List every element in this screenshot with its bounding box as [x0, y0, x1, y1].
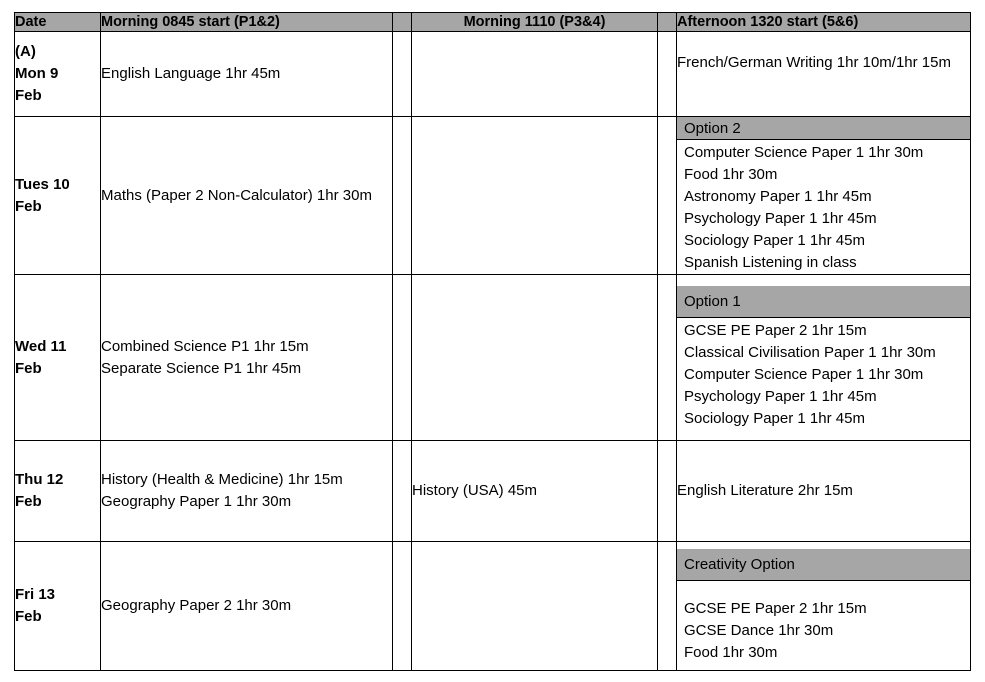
date-line: Tues 10: [15, 175, 70, 193]
timetable-row-tue: [15, 117, 971, 275]
spacer-cell: [393, 441, 412, 542]
exam-entry: Sociology Paper 1 1hr 45m: [684, 409, 865, 427]
exam-entry: Astronomy Paper 1 1hr 45m: [684, 188, 872, 205]
afternoon-cell: [677, 542, 971, 671]
exam-entry: GCSE PE Paper 2 1hr 15m: [684, 321, 867, 339]
exam-entry: Psychology Paper 1 1hr 45m: [684, 210, 877, 227]
exam-entry: Geography Paper 2 1hr 30m: [101, 597, 292, 614]
header-row: [15, 13, 971, 32]
spacer-cell: [658, 117, 677, 275]
exam-entry: English Literature 2hr 15m: [677, 482, 853, 499]
option-heading: Option 1: [677, 286, 970, 318]
date-line: Feb: [15, 493, 42, 510]
morning-1110-cell: [412, 117, 658, 275]
exam-entry: GCSE Dance 1hr 30m: [684, 621, 834, 639]
date-line: Thu 12: [15, 471, 64, 488]
morning-1110-cell: [412, 542, 658, 671]
exam-entry: Separate Science P1 1hr 45m: [101, 359, 302, 377]
header-spacer-2: [658, 13, 677, 32]
date-line: Feb: [15, 87, 42, 104]
morning-1110-cell: [412, 441, 658, 542]
morning-0845-cell: [101, 275, 393, 441]
timetable-row-mon: [15, 32, 971, 117]
date-line: Wed 11: [15, 337, 67, 355]
timetable-row-thu: [15, 441, 971, 542]
exam-timetable: [14, 12, 971, 671]
spacer-cell: [658, 441, 677, 542]
exam-entry: Food 1hr 30m: [684, 166, 778, 183]
spacer-cell: [658, 275, 677, 441]
exam-entry: Maths (Paper 2 Non-Calculator) 1hr 30m: [101, 186, 372, 204]
exam-entry: Food 1hr 30m: [684, 643, 778, 661]
date-line: Mon 9: [15, 65, 59, 82]
afternoon-cell: [677, 117, 971, 275]
date-line: Feb: [15, 197, 42, 215]
morning-1110-cell: [412, 32, 658, 117]
morning-1110-cell: [412, 275, 658, 441]
date-cell: [15, 542, 101, 671]
header-spacer-1: [393, 13, 412, 32]
exam-entry: History (Health & Medicine) 1hr 15m: [101, 471, 343, 488]
exam-entry: English Language 1hr 45m: [101, 65, 281, 82]
spacer-cell: [658, 32, 677, 117]
morning-0845-cell: [101, 117, 393, 275]
header-afternoon-1320: Afternoon 1320 start (5&6): [677, 13, 971, 32]
exam-entry: French/German Writing 1hr 10m/1hr 15m: [677, 54, 951, 71]
exam-entry: Computer Science Paper 1 1hr 30m: [684, 365, 924, 383]
exam-entry: Psychology Paper 1 1hr 45m: [684, 387, 877, 405]
morning-0845-cell: [101, 32, 393, 117]
spacer-cell: [658, 542, 677, 671]
header-date: Date: [15, 13, 101, 32]
option-exam-list: [677, 318, 970, 430]
date-line: (A): [15, 43, 36, 60]
spacer-cell: [393, 542, 412, 671]
date-cell: [15, 117, 101, 275]
header-morning-0845: Morning 0845 start (P1&2): [101, 13, 393, 32]
header-morning-1110: Morning 1110 (P3&4): [412, 13, 658, 32]
option-heading: Creativity Option: [677, 549, 970, 581]
date-line: Feb: [15, 608, 42, 625]
exam-entry: Geography Paper 1 1hr 30m: [101, 493, 292, 510]
exam-entry: Sociology Paper 1 1hr 45m: [684, 232, 865, 249]
date-cell: [15, 441, 101, 542]
spacer-cell: [393, 32, 412, 117]
date-line: Fri 13: [15, 586, 56, 603]
date-cell: [15, 275, 101, 441]
exam-entry: Combined Science P1 1hr 15m: [101, 337, 309, 355]
timetable-row-fri: [15, 542, 971, 671]
exam-entry: Spanish Listening in class: [684, 254, 857, 271]
exam-entry: GCSE PE Paper 2 1hr 15m: [684, 599, 867, 617]
exam-entry: Computer Science Paper 1 1hr 30m: [684, 144, 924, 161]
timetable-row-wed: [15, 275, 971, 441]
exam-entry: Classical Civilisation Paper 1 1hr 30m: [684, 343, 936, 361]
exam-entry: History (USA) 45m: [412, 482, 538, 499]
afternoon-cell: [677, 275, 971, 441]
afternoon-cell: [677, 441, 971, 542]
date-line: Feb: [15, 359, 42, 377]
date-cell: [15, 32, 101, 117]
morning-0845-cell: [101, 441, 393, 542]
morning-0845-cell: [101, 542, 393, 671]
spacer-cell: [393, 275, 412, 441]
option-exam-list: [677, 581, 970, 664]
spacer-cell: [393, 117, 412, 275]
afternoon-cell: [677, 32, 971, 117]
option-heading: Option 2: [677, 117, 970, 140]
option-exam-list: [677, 140, 970, 274]
